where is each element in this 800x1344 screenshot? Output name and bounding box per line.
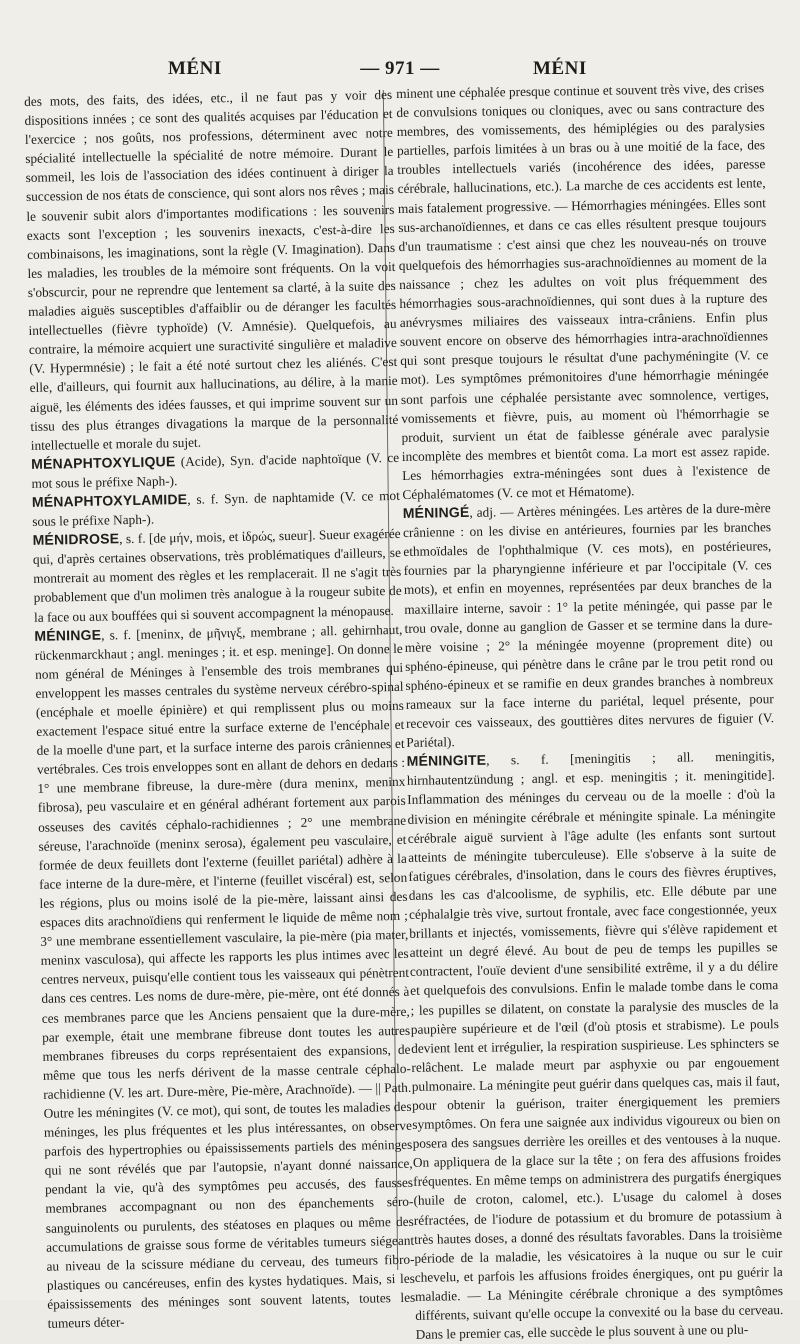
entry-meningite: MÉNINGITE, s. f. [meningitis ; all. meningitis, hirnhautentzündung ; angl. et esp. meningitis ; it. meningitide]. Inflammation des méninges du cerveau ou de la moelle : d'où la division en méningite cérébrale et méningite spinale. La méningite cérébrale aiguë survient à l'âge adulte (les enfants sont surtout atteints de méningite tuberculeuse). Elle s'observe à la suite de fatigues cérébrales, d'insolation, dans le cours des fièvres éruptives, dans les cas d'alcoolisme, de syphilis, etc. Elle débute par une céphalalgie très vive, surtout frontale, avec face congestionnée, yeux brillants et injectés, vomissements, fièvre qui s'élève rapidement et atteint un degré élevé. Au bout de peu de temps les pupilles se contractent, l'ouïe devient d'une sensibilité extrême, il y a du délire et quelquefois des convulsions. Enfin le malade tombe dans le coma ; les pupilles se dilatent, on constate la paralysie des muscles de la paupière supérieure et de l'œil (d'où ptosis et strabisme). Le pouls devient lent et irrégulier, la respiration suspirieuse. Les sphincters se relâchent. Le malade meurt par asphyxie ou par engouement pulmonaire. La méningite peut guérir dans quelques cas, mais il faut, pour obtenir la guérison, traiter énergiquement les premiers symptômes. On fera une saignée aux individus vigoureux ou bien on posera des sangsues derrière les oreilles et des ventouses à la nuque. On appliquera de la glace sur la tête ; on fera des affusions froides fréquentes. En même temps on administrera des purgatifs énergiques (huile de croton, calomel, etc.). L'usage du calomel à doses réfractées, de l'iodure de potassium et du bromure de potassium à très hautes doses, a donné des résultats favorables. Dans la troisième période de la maladie, les vésicatoires à la nuque ou sur le cuir chevelu, et parfois les affusions froides énergiques, ont pu guérir la maladie. — La Méningite cérébrale chronique a des symptômes différents, suivant qu'elle occupe la convexité ou la base du cerveau. Dans le premier cas, elle succède le plus souvent à une ou plu- [406, 748, 784, 1342]
headword: MÉNINGÉ [402, 503, 470, 522]
headword: MÉNIDROSE [32, 530, 120, 549]
entry-meninge-adj: MÉNINGÉ, adj. — Artères méningées. Les artères de la dure-mère crânienne : on les divise en antérieures, fournies par les branches ethmoïdales de l'ophthalmique (V. ces mots), en postérieures, fournies par la pharyngienne inférieure et par l'occipitale (V. ces mots), et enfin en moyennes, représentées par deux branches de la maxillaire interne, savoir : 1° la petite méningée, qui passe par le trou ovale, donne au ganglion de Gasser et se termine dans la dure-mère voisine ; 2° la méningée moyenne (proprement dite) ou sphéno-épineuse, qui pénètre dans le crâne par le trou petit rond ou sphéno-épineux et se ramifie en deux grandes branches à nombreux rameaux sur la face interne du pariétal, lequel présente, pour recevoir ces vaisseaux, des gouttières dites nervures de figuier (V. Pariétal). [402, 500, 775, 751]
headword: MÉNAPHTOXYLIQUE [30, 452, 176, 472]
memoire-continuation: des mots, des faits, des idées, etc., il ne faut pas y voir des dispositions innées ; ce sont des qualités acquises par l'éducation et l'exercice ; nos goûts, nos professions, déterminent avec notre spécialité intellectuelle la spécialité de notre mémoire. Durant le sommeil, les lois de l'association des idées continuent à diriger la succession de nos états de conscience, qui sont alors nos rêves ; mais le souvenir subit alors d'importantes modifications : les souvenirs exacts sont l'exception ; les souvenirs inexacts, c'est-à-dire les combinaisons, les imaginations, sont la règle (V. Imagination). Dans les maladies, les troubles de la mémoire sont fréquents. On la voit s'obscurcir, pour ne reprendre que lentement sa clarté, à la suite des maladies aiguës susceptibles d'affaiblir ou de déranger les facultés intellectuelles (fièvre typhoïde) (V. Amnésie). Quelquefois, au contraire, la mémoire acquiert une suractivité singulière et maladive (V. Hypermnésie) ; le fait a été noté surtout chez les aliénés. C'est elle, d'ailleurs, qui fournit aux hallucinations, au délire, à la manie aiguë, les éléments des idées fausses, et qui imprime souvent sur un tissu des plus étranges divagations la marque de la personnalité intellectuelle et morale du sujet. [24, 86, 399, 453]
entry-menidrose: MÉNIDROSE, s. f. [de μήν, mois, et ἱδρώς, sueur]. Sueur exagérée qui, d'après certaines observations, très problématiques d'ailleurs, se montrerait au moment des règles et les remplacerait. Il ne s'agit très probablement que d'un molimen très analogue à la rougeur subite de la face ou aux bouffées qui si souvent accompagnent la ménopause. [32, 526, 402, 625]
meninge-continuation: minent une céphalée presque continue et souvent très vive, des crises de convulsions toniques ou cloniques, avec ou sans contracture des membres, des vomissements, des hémiplégies ou des paralysies partielles, parfois limitées à un bras ou à une moitié de la face, des troubles intellectuels variés (incohérence des idées, paresse cérébrale, hallucinations, etc.). La marche de ces accidents est lente, mais fatalement progressive. — Hémorrhagies méningées. Elles sont sus-archanoïdiennes, et dans ce cas elles résultent presque toujours d'un traumatisme : c'est ainsi que chez les nouveau-nés on trouve quelquefois des hémorrhagies sus-arachnoïdiennes au moment de la naissance ; chez les adultes on voit plus fréquemment des hémorrhagies sous-arachnoïdiennes, qui sont dues à la rupture des anévrysmes miliaires des vaisseaux intra-crâniens. Enfin plus souvent encore on observe des hémorrhagies intra-arachnoïdiennes qui sont presque toujours le résultat d'une pachyméningite (V. ce mot). Les symptômes prémonitoires d'une hémorrhagie méningée sont parfois une céphalée persistante avec somnolence, vertiges, vomissements et fièvre, puis, au moment où l'hémorrhagie se produit, survient un état de faiblesse générale avec paralysie incomplète des membres et bientôt coma. La mort est assez rapide. Les hémorrhagies extra-méningées sont dues à l'existence de Céphalématomes (V. ce mot et Hématome). [396, 80, 771, 502]
entry-menaphtoxylamide: MÉNAPHTOXYLAMIDE, s. f. Syn. de naphtamide (V. ce mot sous le préfixe Naph-). [31, 487, 400, 529]
header-right-word: MÉNI [533, 58, 587, 79]
header-left-word: MÉNI [168, 58, 222, 79]
page-number: — 971 — [360, 58, 440, 79]
headword: MÉNAPHTOXYLAMIDE [31, 490, 188, 510]
entry-menaphtoxylique: MÉNAPHTOXYLIQUE (Acide), Syn. d'acide naphtoïque (V. ce mot sous le préfixe Naph-). [30, 449, 400, 491]
right-column [396, 78, 784, 1344]
headword: MÉNINGE [34, 626, 102, 644]
entry-meninge: MÉNINGE, s. f. [meninx, de μῆνιγξ, membrane ; all. gehirnhaut, rückenmarckhaut ; angl. meninges ; it. et esp. meninge]. On donne le nom général de Méninges à l'ensemble des trois membranes qui enveloppent les masses centrales du système nerveux cérébro-spinal (encéphale et moelle épinière) et qui remplissent plus ou moins exactement l'espace situé entre la surface externe de l'encéphale et de la moelle d'une part, et la surface interne des parois crâniennes et vertébrales. Ces trois enveloppes sont en allant de dehors en dedans : 1° une membrane fibreuse, la dure-mère (dura meninx, meninx fibrosa), peu vasculaire et en général adhérant fortement aux parois osseuses des cavités céphalo-rachidiennes ; 2° une membrane séreuse, l'arachnoïde (meninx serosa), également peu vasculaire, et formée de deux feuillets dont l'externe (feuillet pariétal) adhère à la face interne de la dure-mère, et l'interne (feuillet viscéral) est, selon les régions, plus ou moins isolé de la pie-mère, laissant ainsi des espaces dits arachnoïdiens qui renferment le liquide de même nom ; 3° une membrane essentiellement vasculaire, la pie-mère (pia mater, meninx vasculosa), qui affecte les rapports les plus intimes avec les centres nerveux, puisqu'elle contient tous les vaisseaux qui pénètrent dans ces centres. Les noms de dure-mère, pie-mère, ont été donnés à ces membranes parce que les Anciens pensaient que la dure-mère, par exemple, était une membrane fibreuse dont toutes les autres membranes fibreuses du corps représentaient des expansions, de même que tous les nerfs dérivent de la masse centrale céphalo-rachidienne (V. les art. Dure-mère, Pie-mère, Arachnoïde). — || Path. Outre les méningites (V. ce mot), qui sont, de toutes les maladies des méninges, les plus fréquentes et les plus intéressantes, on observe parfois des hypertrophies ou épaississements partiels des méninges qui ne sont révélés que par l'autopsie, n'ayant donné naissance, pendant la vie, qu'à des symptômes peu accusés, des fausses membranes accompagnant ou non des épanchements séro-sanguinolents ou purulents, des stéatoses en plaques ou même des accumulations de graisse sous forme de véritables tumeurs siégeant au niveau de la scissure médiane du cerveau, des tumeurs fibro-plastiques ou cancéreuses, enfin des kystes hydatiques. Mais, si les épaississements des méninges sont souvent latents, toutes les tumeurs déter- [34, 621, 416, 1331]
left-column [24, 85, 416, 1333]
headword: MÉNINGITE [406, 751, 487, 770]
